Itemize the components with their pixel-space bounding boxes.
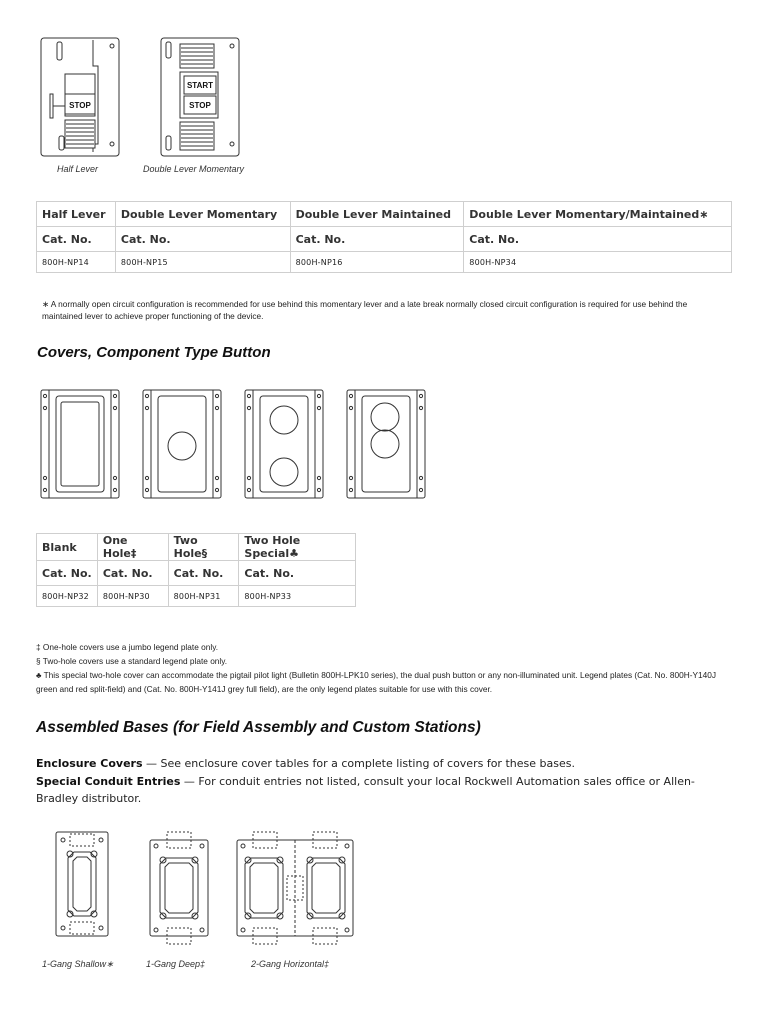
table-header-cell: Two Hole§	[168, 534, 239, 561]
enclosure-covers-text: — See enclosure cover tables for a complete listing of covers for these bases.	[146, 757, 575, 770]
special-conduit-label: Special Conduit Entries	[36, 775, 181, 788]
table-subheader-cell: Cat. No.	[37, 561, 98, 586]
table-cell: 800H-NP30	[97, 586, 168, 607]
lever-table	[36, 201, 732, 273]
lever-footnote: ∗ A normally open circuit configuration is recommended for use behind this momentary lever and a late break normally closed circuit configuration is required for use behind the maintained lever to achieve proper functioning of the device.	[42, 299, 688, 321]
table-cell: 800H-NP34	[464, 252, 732, 273]
table-cell: 800H-NP14	[37, 252, 116, 273]
table-header-cell: Double Lever Momentary/Maintained∗	[464, 202, 732, 227]
table-subheader-row	[37, 561, 356, 586]
table-subheader-cell: Cat. No.	[464, 227, 732, 252]
base-2-gang-horizontal-caption: 2-Gang Horizontal‡	[251, 959, 330, 969]
table-header-cell: One Hole‡	[97, 534, 168, 561]
table-cell: 800H-NP33	[239, 586, 356, 607]
table-row	[37, 252, 732, 273]
table-subheader-cell: Cat. No.	[97, 561, 168, 586]
table-header-cell: Double Lever Momentary	[115, 202, 290, 227]
enclosure-covers-label: Enclosure Covers	[36, 757, 143, 770]
base-1-gang-deep-figure	[147, 830, 211, 948]
base-1-gang-shallow-figure	[52, 830, 112, 940]
covers-table	[36, 533, 356, 607]
double-lever-start-label: START	[186, 81, 214, 90]
table-subheader-cell: Cat. No.	[115, 227, 290, 252]
cover-blank-figure	[40, 388, 120, 500]
covers-note-standard: § Two-hole covers use a standard legend plate only.	[36, 656, 228, 666]
enclosure-covers-paragraph	[36, 755, 736, 772]
table-cell: 800H-NP15	[115, 252, 290, 273]
double-lever-caption: Double Lever Momentary	[143, 164, 245, 174]
table-subheader-cell: Cat. No.	[37, 227, 116, 252]
double-lever-figure	[158, 36, 242, 158]
base-1-gang-shallow-caption: 1-Gang Shallow∗	[42, 959, 114, 969]
covers-note-special: ♣ This special two-hole cover can accommodate the pigtail pilot light (Bulletin 800H-LPK10 series), the dual push button or any non-illuminated unit. Legend plates (Cat. No. 800H-Y140J green and red split-field) and (Cat. No. 800H-Y141J grey full field), are the only legend plates suitable for use with this cover.	[36, 670, 717, 694]
cover-one-hole-figure	[142, 388, 222, 500]
half-lever-caption: Half Lever	[57, 164, 99, 174]
table-cell: 800H-NP32	[37, 586, 98, 607]
half-lever-stop-label: STOP	[69, 101, 91, 110]
table-header-cell: Two Hole Special♣	[239, 534, 356, 561]
covers-note-jumbo: ‡ One-hole covers use a jumbo legend plate only.	[36, 642, 219, 652]
table-cell: 800H-NP31	[168, 586, 239, 607]
table-header-row	[37, 202, 732, 227]
table-header-cell: Half Lever	[37, 202, 116, 227]
special-conduit-text: — For conduit entries not listed, consult your local Rockwell Automation sales office or Allen-Bradley distributor.	[36, 775, 695, 805]
base-2-gang-horizontal-figure	[235, 830, 355, 950]
covers-section-title: Covers, Component Type Button	[37, 344, 271, 361]
table-subheader-cell: Cat. No.	[239, 561, 356, 586]
table-row	[37, 586, 356, 607]
cover-two-hole-figure	[244, 388, 324, 500]
base-1-gang-deep-caption: 1-Gang Deep‡	[146, 959, 206, 969]
table-header-cell: Double Lever Maintained	[290, 202, 464, 227]
table-header-row	[37, 534, 356, 561]
half-lever-figure	[38, 36, 122, 158]
table-header-cell: Blank	[37, 534, 98, 561]
table-subheader-cell: Cat. No.	[168, 561, 239, 586]
table-subheader-cell: Cat. No.	[290, 227, 464, 252]
cover-two-hole-special-figure	[346, 388, 426, 500]
double-lever-stop-label: STOP	[189, 101, 211, 110]
special-conduit-paragraph	[36, 773, 736, 807]
table-subheader-row	[37, 227, 732, 252]
table-cell: 800H-NP16	[290, 252, 464, 273]
bases-section-title: Assembled Bases (for Field Assembly and Custom Stations)	[36, 719, 481, 736]
